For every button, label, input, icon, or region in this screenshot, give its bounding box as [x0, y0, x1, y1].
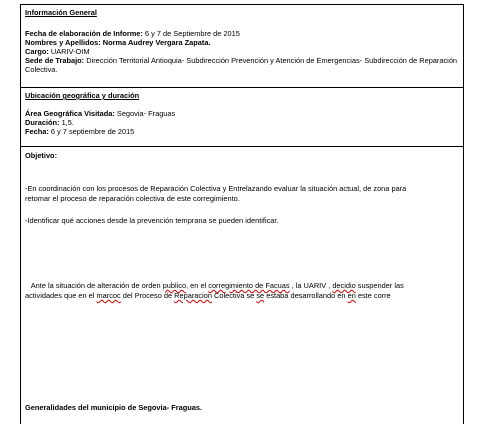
p4-misspelled-4: en — [347, 291, 356, 300]
fecha-value: 6 y 7 de Septiembre de 2015 — [144, 29, 240, 38]
objetivo-p3 — [25, 282, 404, 290]
p3-misspelled-1: publico — [162, 281, 187, 290]
p3-misspelled-2: corregimiento de Facuas — [208, 281, 290, 290]
p3-text-d: suspender las — [355, 281, 404, 290]
p4-misspelled-2: Reparacion — [174, 291, 212, 300]
p4-text-a: actividades que en el — [25, 291, 97, 300]
fecha-visita-label: Fecha: — [25, 127, 49, 136]
objetivo-section — [21, 147, 463, 427]
fecha-label: Fecha de elaboración de Informe: — [25, 29, 143, 38]
duracion-label: Duración: — [25, 118, 60, 127]
generalidades-heading: Generalidades del municipio de Segovia- Fraguas. — [25, 403, 203, 412]
sede-value-line1: Dirección Territorial Antioquia- Subdirección Prevención y Atención de Emergencias- Subdirección de Reparación — [86, 56, 458, 65]
p4-text-b: del Proceso de — [120, 291, 175, 300]
p3-text-c: , la UARIV , — [289, 281, 333, 290]
sede-value-line2: Colectiva. — [25, 65, 58, 74]
area-row — [25, 110, 175, 118]
p4-text-e: este corre — [355, 291, 391, 300]
p4-text-d: estaba desarrollando en — [264, 291, 348, 300]
ubicacion-heading: Ubicación geográfica y duración — [25, 91, 140, 100]
ubicacion-section — [21, 88, 463, 147]
duracion-row — [25, 119, 74, 127]
fecha-row — [25, 30, 240, 38]
objetivo-p1-line1: -En coordinación con los procesos de Reparación Colectiva y Entrelazando evaluar la situación actual, de zona para — [25, 184, 407, 193]
area-value: Segovia- Fraguas — [116, 109, 176, 118]
sede-label: Sede de Trabajo: — [25, 56, 85, 65]
cargo-row — [25, 48, 90, 56]
nombres-value: Norma Audrey Vergara Zapata. — [102, 38, 211, 47]
p4-text-c: Colectiva se — [211, 291, 257, 300]
objetivo-p2: -Identificar qué acciones desde la prevención temprana se pueden identificar. — [25, 216, 279, 225]
general-info-section — [21, 5, 463, 88]
objetivo-p4 — [25, 292, 391, 300]
p4-misspelled-3: se — [256, 291, 265, 300]
cargo-value: UARIV-OIM — [50, 47, 90, 56]
nombres-row — [25, 39, 211, 47]
p3-misspelled-3: decidio — [332, 281, 356, 290]
nombres-label: Nombres y Apellidos: — [25, 38, 101, 47]
objetivo-heading: Objetivo: — [25, 151, 58, 160]
fecha-visita-row — [25, 128, 134, 136]
p4-misspelled-1: marcoc — [96, 291, 121, 300]
p3-text-a: Ante la situación de alteración de orden — [25, 281, 163, 290]
cargo-label: Cargo: — [25, 47, 49, 56]
fecha-visita-value: 6 y 7 septiembre de 2015 — [50, 127, 135, 136]
general-info-heading: Información General — [25, 8, 97, 17]
area-label: Área Geográfica Visitada: — [25, 109, 115, 118]
duracion-value: 1,5. — [61, 118, 74, 127]
sede-row — [25, 57, 457, 65]
p3-text-b: , en el — [186, 281, 209, 290]
report-table — [20, 4, 464, 424]
objetivo-p1-line2: retomar el proceso de reparación colectiva de este corregimiento. — [25, 194, 240, 203]
